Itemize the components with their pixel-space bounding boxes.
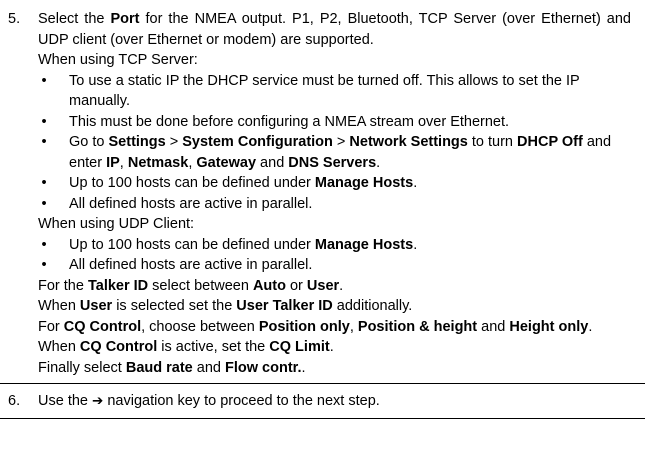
emphasis-text: User	[306, 277, 340, 294]
bullet-item	[38, 194, 631, 215]
body-text: navigation key to proceed to the next step.	[103, 393, 380, 409]
tcp-server-heading: When using TCP Server:	[38, 52, 198, 68]
body-text: and	[477, 318, 510, 335]
bullet-dot-icon: •	[41, 113, 47, 130]
bullet-text	[69, 134, 611, 171]
bullet-text	[69, 73, 579, 110]
body-text: .	[413, 175, 418, 191]
body-paragraph	[38, 296, 631, 317]
emphasis-text: Gateway	[196, 154, 257, 171]
step-body-6	[38, 391, 645, 412]
bullet-text	[69, 114, 509, 130]
body-text: ,	[188, 154, 197, 171]
body-text: All defined hosts are active in parallel.	[69, 257, 313, 273]
emphasis-text: Manage Hosts	[314, 175, 414, 191]
body-text: >	[165, 134, 183, 150]
body-text: .	[413, 236, 418, 253]
body-text: >	[332, 134, 350, 150]
body-text: to turn	[467, 134, 518, 150]
body-paragraph	[38, 276, 631, 297]
body-text: , choose between	[141, 318, 259, 335]
body-text: When	[38, 298, 80, 314]
body-text: Go to	[69, 134, 109, 150]
step5-intro-post: for the NMEA output. P1, P2, Bluetooth, TCP Server (over Ethernet) and UDP client (over Ethernet or modem) are supported.	[38, 11, 631, 48]
emphasis-text: CQ Control	[79, 339, 158, 355]
body-text: For the	[38, 277, 88, 294]
body-text: ,	[349, 318, 358, 335]
body-paragraph	[38, 317, 631, 358]
divider-line-bottom	[0, 418, 645, 419]
emphasis-text: Flow contr.	[224, 359, 302, 376]
body-text: is selected set the	[112, 298, 237, 314]
bullet-dot-icon: •	[41, 72, 47, 89]
body-text: All defined hosts are active in parallel.	[69, 195, 313, 212]
emphasis-text: IP	[106, 154, 120, 171]
step5-intro-paragraph	[38, 9, 631, 50]
body-text: Use the	[38, 393, 92, 409]
emphasis-text: Height only	[509, 318, 589, 335]
body-text: .	[376, 154, 381, 171]
emphasis-text: System Configuration	[182, 134, 333, 150]
udp-client-heading: When using UDP Client:	[38, 216, 195, 232]
bullet-item	[38, 71, 631, 112]
emphasis-text: Settings	[108, 134, 166, 150]
emphasis-text: Position & height	[357, 318, 478, 335]
udp-client-bullet-list	[38, 235, 631, 276]
body-text: ,	[119, 154, 128, 171]
body-text: is active, set the	[157, 339, 270, 355]
step5-intro-port-bold: Port	[110, 11, 140, 27]
body-text: To use a static IP the DHCP service must be turned off. This allows to set the IP manually.	[69, 72, 580, 109]
step6-closing-paragraphs	[38, 391, 631, 412]
step-number-5: 5.	[8, 11, 21, 27]
emphasis-text: DHCP Off	[517, 134, 583, 150]
body-text: . When	[38, 318, 593, 355]
emphasis-text: DNS Servers	[288, 154, 377, 171]
emphasis-text: CQ Control	[63, 318, 142, 335]
body-text: Up to 100 hosts can be defined under	[69, 236, 315, 253]
emphasis-text: User	[79, 298, 113, 314]
body-text: and	[192, 359, 225, 376]
body-text: and enter	[69, 134, 612, 171]
tcp-server-bullet-list	[38, 71, 631, 215]
emphasis-text: Auto	[252, 277, 286, 294]
body-paragraph	[38, 391, 631, 412]
bullet-item	[38, 173, 631, 194]
bullet-text	[69, 257, 312, 273]
step-number-6: 6.	[8, 393, 21, 409]
bullet-item	[38, 112, 631, 133]
emphasis-text: User Talker ID	[236, 298, 333, 314]
body-text: Up to 100 hosts can be defined under	[69, 175, 315, 191]
bullet-item	[38, 255, 631, 276]
bullet-dot-icon: •	[41, 257, 47, 273]
body-text: additionally.	[332, 298, 413, 314]
body-text: select between	[148, 277, 253, 294]
bullet-text	[69, 237, 417, 253]
emphasis-text: Manage Hosts	[314, 236, 414, 253]
step-body-5	[38, 9, 645, 378]
bullet-item	[38, 235, 631, 256]
emphasis-text: CQ Limit	[269, 339, 330, 355]
bullet-dot-icon: •	[41, 236, 47, 253]
emphasis-text: Baud rate	[125, 359, 193, 376]
bullet-item	[38, 132, 631, 173]
emphasis-text: Network Settings	[349, 134, 468, 150]
bullet-text	[69, 175, 417, 191]
bullet-dot-icon: •	[41, 195, 47, 212]
body-text: .	[301, 359, 306, 376]
bullet-dot-icon: •	[41, 134, 47, 150]
arrow-right-icon: ➔	[92, 393, 104, 409]
bullet-dot-icon: •	[41, 175, 47, 191]
body-text: or	[285, 277, 307, 294]
step-row-6	[0, 384, 645, 418]
emphasis-text: Position only	[258, 318, 350, 335]
body-text: .	[339, 277, 344, 294]
emphasis-text: Talker ID	[87, 277, 149, 294]
step5-intro-pre: Select the	[38, 11, 111, 27]
body-text: This must be done before configuring a NMEA stream over Ethernet.	[69, 113, 510, 130]
bullet-text	[69, 196, 312, 212]
emphasis-text: Netmask	[127, 154, 189, 171]
body-text: Finally select	[38, 359, 126, 376]
body-text: For	[38, 318, 64, 335]
body-text: .	[329, 339, 334, 355]
body-paragraph	[38, 358, 631, 379]
body-text: and	[256, 154, 289, 171]
step5-closing-paragraphs	[38, 276, 631, 379]
